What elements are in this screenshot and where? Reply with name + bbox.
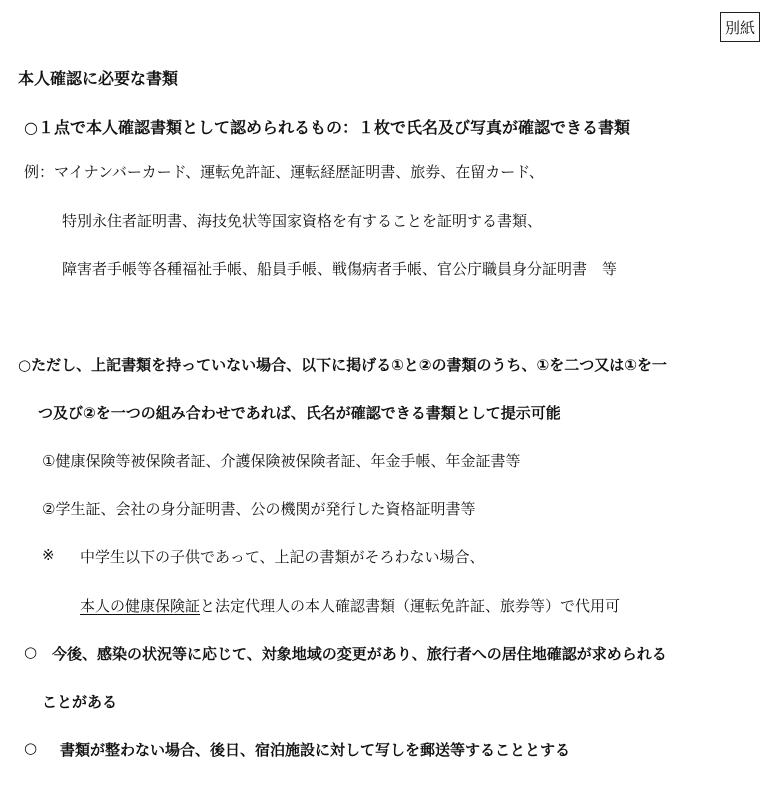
note-line1: 中学生以下の子供であって、上記の書類がそろわない場合、 [80,548,485,566]
section1-examples-line1: 例：マイナンバーカード、運転免許証、運転経歴証明書、旅券、在留カード、 [24,163,544,181]
section4-mark: ○ [24,739,38,757]
section1-examples-line3: 障害者手帳等各種福祉手帳、船員手帳、戦傷病者手帳、官公庁職員身分証明書 等 [62,260,618,278]
attachment-badge: 別紙 [720,12,760,42]
page-title: 本人確認に必要な書類 [18,69,179,88]
section1-heading: ○１点で本人確認書類として認められるもの：１枚で氏名及び写真が確認できる書類 [24,118,630,137]
section2-item2: ②学生証、会社の身分証明書、公の機関が発行した資格証明書等 [42,500,476,518]
section2-item1: ①健康保険等被保険者証、介護保険被保険者証、年金手帳、年金証書等 [42,452,521,470]
section3-line1: 今後、感染の状況等に応じて、対象地域の変更があり、旅行者への居住地確認が求められる [52,645,667,663]
section4-line1: 書類が整わない場合、後日、宿泊施設に対して写しを郵送等することとする [60,741,571,759]
section2-heading-line1: ○ただし、上記書類を持っていない場合、以下に掲げる①と②の書類のうち、①を二つ又は①を一 [18,356,667,374]
section2-heading-line2: つ及び②を一つの組み合わせであれば、氏名が確認できる書類として提示可能 [38,404,561,422]
section3-line2: ことがある [42,693,118,711]
note-underlined-text: 本人の健康保険証 [80,597,201,615]
note-line2 [80,595,620,616]
section3-mark: ○ [24,643,38,661]
section1-examples-line2: 特別永住者証明書、海技免状等国家資格を有することを証明する書類、 [62,212,543,230]
note-line2-rest: と法定代理人の本人確認書類（運転免許証、旅券等）で代用可 [200,597,621,615]
note-mark: ※ [42,546,55,564]
